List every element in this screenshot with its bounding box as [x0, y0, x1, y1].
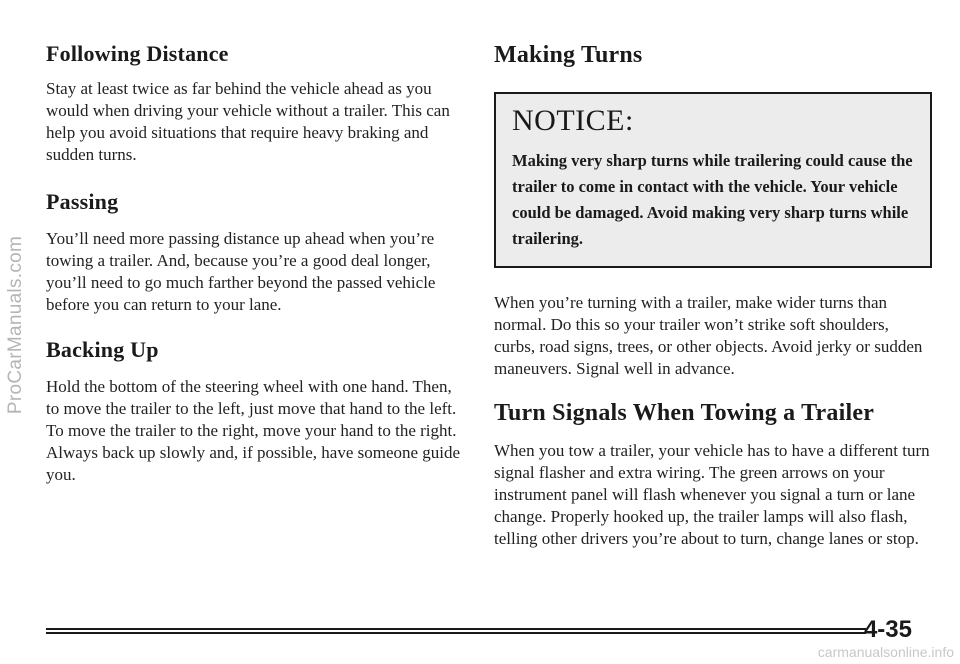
section-turn-signals	[494, 398, 934, 550]
heading-turn-signals: Turn Signals When Towing a Trailer	[494, 400, 875, 426]
notice-text: Making very sharp turns while trailering could cause the trailer to come in contact with the vehicle. Your vehicle could be damaged. Avoid making very sharp turns while trailering.	[512, 151, 913, 248]
footer-rule-bottom	[46, 632, 866, 634]
footer-watermark: carmanualsonline.info	[817, 644, 954, 660]
page-number: 4-35	[863, 616, 912, 643]
footer-rule	[46, 628, 866, 636]
paragraph-making-turns: When you’re turning with a trailer, make wider turns than normal. Do this so your trailer won’t strike soft shoulders, curbs, road signs, trees, or other objects. Avoid jerky or sudden maneuvers. Signal well in advance.	[494, 293, 923, 378]
side-watermark	[2, 160, 30, 490]
paragraph-passing: You’ll need more passing distance up ahead when you’re towing a trailer. And, because you’re a good deal longer, you’ll need to go much farther beyond the passed vehicle before you can return to your lane.	[46, 229, 436, 314]
section-backing-up	[46, 336, 466, 486]
right-column	[494, 40, 934, 550]
heading-backing-up: Backing Up	[46, 337, 159, 362]
paragraph-turn-signals: When you tow a trailer, your vehicle has to have a different turn signal flasher and extra wiring. The green arrows on your instrument panel will flash whenever you signal a turn or lane change. Properly hooked up, the trailer lamps will also flash, telling other drivers you’re about to turn, change lanes or stop.	[494, 441, 930, 548]
paragraph-following-distance: Stay at least twice as far behind the vehicle ahead as you would when driving your vehicle without a trailer. This can help you avoid situations that require heavy braking and sudden turns.	[46, 79, 450, 164]
heading-making-turns: Making Turns	[494, 42, 643, 68]
section-following-distance	[46, 40, 466, 166]
watermark-text: ProCarManuals.com	[5, 235, 26, 415]
section-passing	[46, 188, 466, 316]
heading-following-distance: Following Distance	[46, 41, 229, 66]
notice-box	[494, 92, 932, 268]
notice-title: NOTICE:	[512, 104, 634, 137]
section-making-turns	[494, 40, 934, 380]
left-column	[46, 40, 466, 486]
heading-passing: Passing	[46, 189, 119, 214]
footer-rule-top	[46, 628, 866, 630]
paragraph-backing-up: Hold the bottom of the steering wheel with one hand. Then, to move the trailer to the left, just move that hand to the left. To move the trailer to the right, move your hand to the right. Always back up slowly and, if possible, have someone guide you.	[46, 377, 461, 484]
